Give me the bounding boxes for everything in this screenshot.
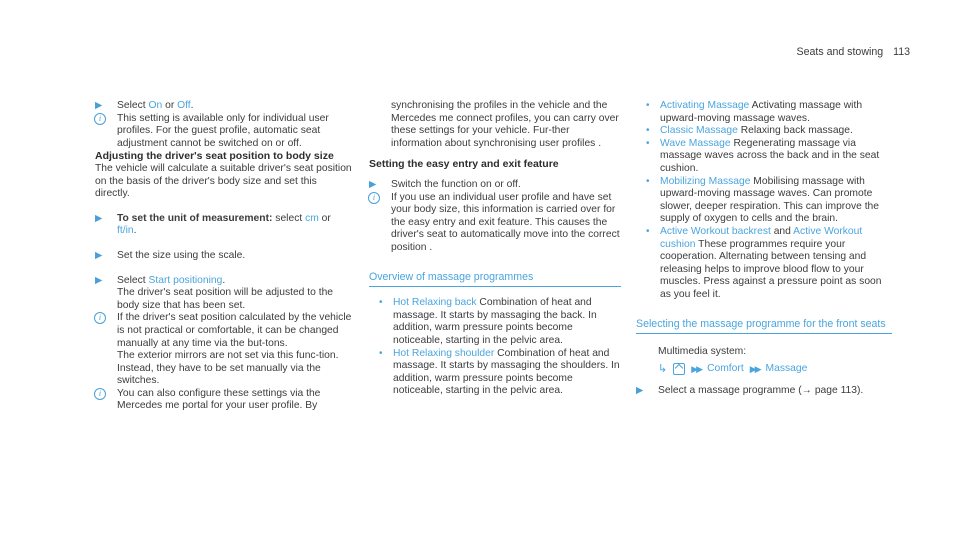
start-positioning-link[interactable]: Start positioning: [148, 274, 223, 286]
massage-name[interactable]: Mobilizing Massage: [660, 175, 751, 187]
massage-name[interactable]: Hot Relaxing shoulder: [393, 347, 495, 359]
bullet-icon: •: [646, 100, 650, 111]
heading-adjust-seat: Adjusting the driver's seat position to body size: [95, 150, 334, 163]
note-easy-entry: i If you use an individual user profile and have set your body size, this information is carried over for the easy entry and exit feature. This causes the driver's seat to automatically move into the correct position .: [369, 192, 621, 255]
menu-path: [636, 363, 892, 376]
menu-comfort[interactable]: Comfort: [707, 362, 744, 374]
section-title: Seats and stowing: [796, 46, 884, 58]
double-chevron-icon: ▶▶: [691, 363, 702, 374]
bullet-icon: •: [646, 137, 650, 149]
massage-item-mobilizing: • Mobilizing Massage Mobilising massage with upward-moving massage waves. Can promote slower, deeper respiration. This can improve the supply of oxygen to cells and the brain.: [646, 175, 880, 225]
step-scale: ▶ Set the size using the scale.: [95, 249, 246, 261]
arrow-icon: ▶: [636, 385, 644, 397]
home-icon[interactable]: [673, 363, 685, 375]
info-icon: i: [94, 388, 106, 400]
column-middle: [369, 100, 621, 398]
massage-item-active-workout: • Active Workout backrest and Active Workout cushion These programmes require your cooperation. Alternating between tensing and releasing helps to improve blood flow to your muscles. Press against a pressure point as soon as you feel it.: [646, 225, 882, 300]
return-arrow-icon: ↳: [658, 362, 668, 375]
massage-name[interactable]: Active Workout cushion: [660, 225, 863, 250]
bullet-icon: •: [379, 297, 383, 309]
system-label: Multimedia system:: [658, 346, 747, 358]
section-select-massage: Selecting the massage programme for the front seats: [636, 318, 892, 335]
arrow-icon: ▶: [369, 178, 377, 190]
massage-name[interactable]: Active Workout backrest: [660, 225, 771, 237]
arrow-icon: ▶: [95, 274, 103, 286]
step-select-massage: ▶ Select a massage programme (→ page 113).: [636, 385, 864, 397]
option-ftin[interactable]: ft/in: [117, 225, 134, 237]
massage-name[interactable]: Classic Massage: [660, 125, 738, 137]
massage-name[interactable]: Wave Massage: [660, 137, 731, 149]
massage-name[interactable]: Hot Relaxing back: [393, 297, 477, 309]
column-right: [636, 100, 892, 398]
massage-item-classic: • Classic Massage Relaxing back massage.: [646, 125, 853, 137]
page-reference[interactable]: → page 113: [801, 385, 857, 397]
page-number: 113: [893, 46, 910, 58]
page-header: [797, 46, 910, 59]
para-adjust-seat: The vehicle will calculate a suitable driver's seat position on the basis of the driver's body size and set this directly.: [95, 162, 352, 200]
heading-easy-entry: Setting the easy entry and exit feature: [369, 158, 559, 171]
option-cm[interactable]: cm: [305, 212, 319, 224]
para-sync-profiles: synchronising the profiles in the vehicle and the Mercedes me connect profiles, you can carry over these settings for your vehicle. Fur-ther information about synchronising user profiles .: [391, 100, 619, 149]
info-icon: i: [94, 113, 106, 125]
massage-item-wave: • Wave Massage Regenerating massage via massage waves across the back and in the seat cushion.: [646, 137, 880, 174]
step-unit: ▶ To set the unit of measurement: select cm or ft/in.: [95, 212, 331, 237]
note-manual-change: i If the driver's seat position calculated by the vehicle is not practical or comfortable, it can be changed manually at any time via the but-tons. The exterior mirrors are not set via this func-tion. Instead, they have to be set manually via the switches.: [95, 312, 353, 388]
note-mercedes-me: i You can also configure these settings via the Mercedes me portal for your user profile. By: [95, 388, 353, 413]
massage-name[interactable]: Activating Massage: [660, 100, 750, 111]
option-on[interactable]: On: [148, 100, 163, 111]
section-massage-overview: Overview of massage programmes: [369, 271, 621, 288]
arrow-icon: ▶: [95, 249, 103, 261]
bullet-icon: •: [646, 175, 650, 187]
step-start-positioning: ▶ Select Start positioning. The driver's seat position will be adjusted to the body size that has been set.: [95, 274, 334, 311]
step-select-on-off: ▶ Select On or Off.: [95, 100, 194, 111]
bullet-icon: •: [379, 347, 383, 359]
massage-item-activating: • Activating Massage Activating massage with upward-moving massage waves.: [646, 100, 863, 124]
step-switch-function: ▶ Switch the function on or off.: [369, 178, 521, 190]
info-icon: i: [368, 192, 380, 204]
note-guest-profile: i This setting is available only for individual user profiles. For the guest profile, automatic seat adjustment cannot be switched on or off.: [95, 113, 353, 151]
massage-item-hot-relaxing-shoulder: • Hot Relaxing shoulder Combination of heat and massage. It starts by massaging the shoulders. In addition, warm pressure points become noticeable, starting in the pelvic area.: [379, 347, 620, 397]
massage-item-hot-relaxing-back: • Hot Relaxing back Combination of heat and massage. It starts by massaging the back. In addition, warm pressure points become noticeable, starting in the pelvic area.: [379, 297, 597, 346]
column-left: [95, 100, 353, 413]
bullet-icon: •: [646, 125, 650, 137]
bullet-icon: •: [646, 225, 650, 237]
option-off[interactable]: Off: [177, 100, 191, 111]
menu-massage[interactable]: Massage: [765, 362, 808, 374]
arrow-icon: ▶: [95, 212, 103, 224]
arrow-icon: ▶: [95, 100, 103, 111]
double-chevron-icon: ▶▶: [749, 363, 760, 374]
info-icon: i: [94, 312, 106, 324]
